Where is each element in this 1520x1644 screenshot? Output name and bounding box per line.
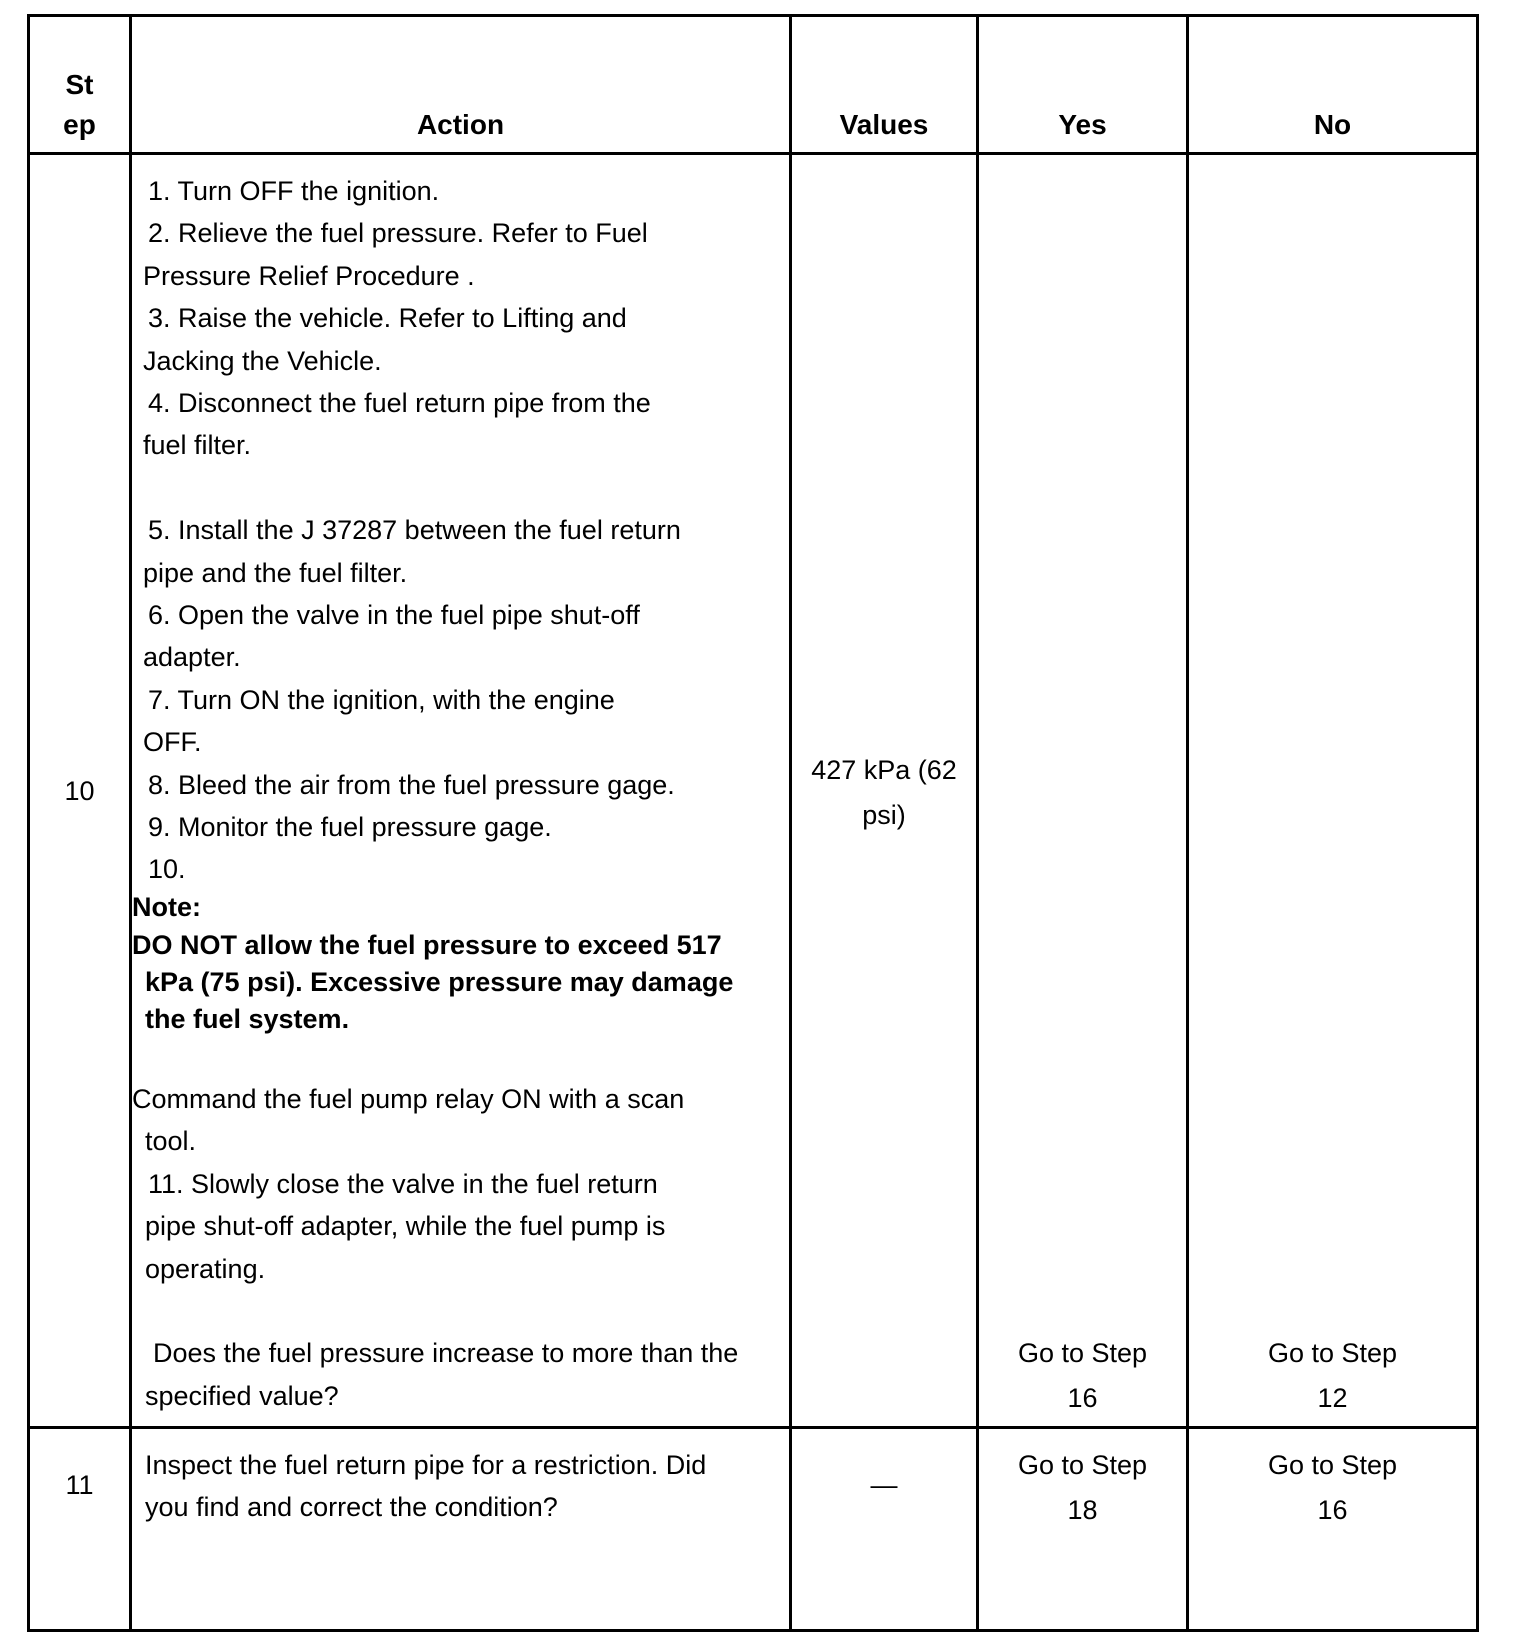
action-cell-11 (132, 1429, 789, 1629)
note-line: the fuel system. (145, 1004, 350, 1034)
command-line: Command the fuel pump relay ON with a scan (132, 1084, 685, 1114)
action-cell-10 (132, 155, 789, 1426)
yes-goto-step: 16 (1067, 1383, 1098, 1413)
action-line: adapter. (143, 642, 241, 672)
action-line: 10. (148, 854, 186, 884)
yes-goto-step: 18 (1067, 1495, 1098, 1525)
command-line: 11. Slowly close the valve in the fuel return (148, 1169, 658, 1199)
action-line: 7. Turn ON the ignition, with the engine (148, 685, 615, 715)
no-goto-step: 12 (1317, 1383, 1348, 1413)
no-cell-11 (1189, 1443, 1476, 1533)
yes-goto-label: Go to Step (1017, 1450, 1148, 1480)
action-line: pipe and the fuel filter. (143, 558, 408, 588)
step-number-11: 11 (65, 1470, 94, 1500)
note-line: kPa (75 psi). Excessive pressure may damage (145, 967, 734, 997)
action-line: OFF. (143, 727, 202, 757)
action-line: 8. Bleed the air from the fuel pressure gage. (148, 770, 675, 800)
yes-goto-label: Go to Step (1017, 1338, 1148, 1368)
command-line: operating. (145, 1254, 266, 1284)
header-step-line2: ep (63, 109, 96, 140)
yes-cell-11 (979, 1443, 1186, 1533)
value-cell-11: — (870, 1470, 898, 1500)
header-action: Action (416, 109, 505, 140)
header-step-line1: St (65, 69, 94, 100)
command-line: tool. (145, 1126, 197, 1156)
note-label: Note: (132, 892, 201, 922)
note-line: DO NOT allow the fuel pressure to exceed 517 (132, 930, 722, 960)
question-line: Does the fuel pressure increase to more than the (153, 1338, 739, 1368)
action-line: you find and correct the condition? (145, 1492, 558, 1522)
command-line: pipe shut-off adapter, while the fuel pump is (145, 1211, 666, 1241)
no-goto-label: Go to Step (1267, 1450, 1398, 1480)
header-yes: Yes (1058, 109, 1107, 140)
action-line: Pressure Relief Procedure . (143, 261, 475, 291)
action-line: fuel filter. (143, 430, 252, 460)
action-line: 4. Disconnect the fuel return pipe from the (148, 388, 651, 418)
header-values: Values (839, 109, 929, 140)
action-line: 5. Install the J 37287 between the fuel return (148, 515, 681, 545)
action-line: 3. Raise the vehicle. Refer to Lifting and (148, 303, 627, 333)
no-goto-step: 16 (1317, 1495, 1348, 1525)
step-number-10: 10 (64, 776, 95, 806)
header-no: No (1313, 109, 1352, 140)
no-goto-label: Go to Step (1267, 1338, 1398, 1368)
action-line: 6. Open the valve in the fuel pipe shut-off (148, 600, 640, 630)
value-line: psi) (862, 800, 906, 830)
yes-cell-10 (979, 1331, 1186, 1421)
value-cell-10 (792, 748, 976, 838)
diagnostic-table (27, 14, 1479, 1632)
action-line: Inspect the fuel return pipe for a restriction. Did (145, 1450, 707, 1480)
question-line: specified value? (145, 1381, 339, 1411)
value-line: 427 kPa (62 (811, 755, 957, 785)
action-line: 1. Turn OFF the ignition. (148, 176, 440, 206)
header-step (30, 65, 129, 145)
action-line: 2. Relieve the fuel pressure. Refer to Fuel (148, 218, 648, 248)
action-line: 9. Monitor the fuel pressure gage. (148, 812, 552, 842)
action-line: Jacking the Vehicle. (143, 346, 382, 376)
no-cell-10 (1189, 1331, 1476, 1421)
